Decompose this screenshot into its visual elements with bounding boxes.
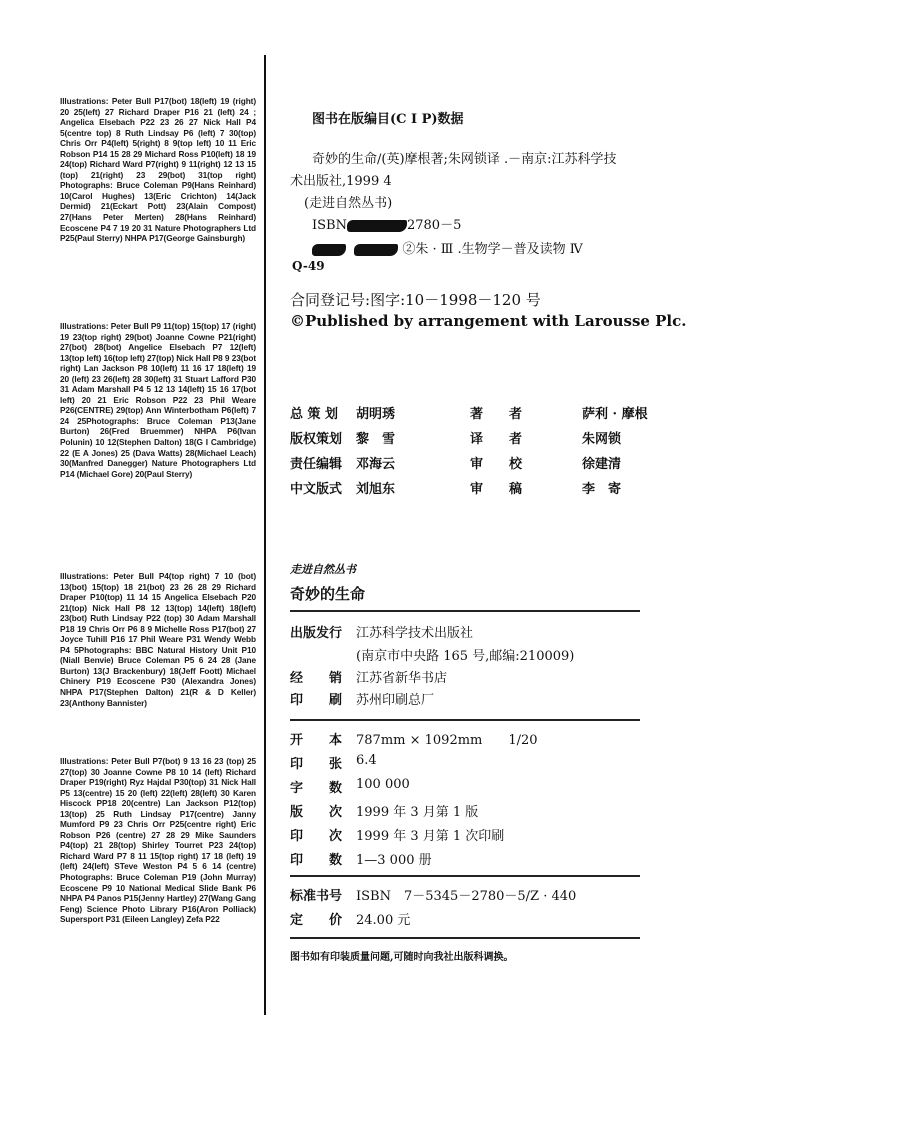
field-label: 印 次: [290, 829, 343, 844]
field-value: 江苏科学技术出版社: [356, 626, 474, 641]
field-label: 印 张: [290, 757, 343, 772]
field-label: 定 价: [290, 913, 343, 928]
field-label: 开 本: [290, 733, 343, 748]
book-series: 走进自然丛书: [290, 563, 356, 576]
staff-name: 刘旭东: [356, 482, 396, 497]
staff-name: 萨利 · 摩根: [582, 407, 648, 422]
staff-name: 黎 雪: [356, 432, 396, 447]
staff-name: 朱网锁: [582, 432, 622, 447]
cip-classification: Q-49: [292, 259, 325, 273]
field-value: 24.00 元: [356, 913, 411, 928]
field-value: 100 000: [356, 777, 410, 792]
field-value: 1999 年 3 月第 1 版: [356, 805, 479, 820]
field-label: 印 刷: [290, 693, 343, 708]
isbn-prefix: ISBN: [312, 218, 347, 233]
field-label: 标准书号: [290, 889, 343, 904]
credits-paragraph: Illustrations: Peter Bull P4(top right) 7 10 (bot) 13(bot) 15(top) 18 21(bot) 23 26 28 29 Richard Draper P10(top) 11 14 15 Angelica Elsebach P20 21(top) Nick Hall P8 12 13(top) 14(left) 18(left) 23(bot) Ruth Lindsay P22 (top) 30 Adam Marshall P18 19 Chris Orr P6 8 9 Michelle Ross P17(bot) 27 Joyce Tuhill P16 17 Phil Weare P31 Wendy Webb P4 5Photographs: BBC Natural History Unit P10 (Niall Benvie) Bruce Coleman P5 6 24 28 (Jane Burton) 13(J Brackenbury) 18(Jeff Foott) Michael Chinery P19 Ecoscene P30 (Alexandra Jones) NHPA P17(Stephen Dalton) 21(R & D Keller) 23(Anthony Bannister): [60, 571, 256, 708]
credits-paragraph: Illustrations: Peter Bull P7(bot) 9 13 16 23 (top) 25 27(top) 30 Joanne Cowne P8 10 14 (left) Richard Draper P19(right) Ryz Hajdal P30(top) 31 Nick Hall P5 13(centre) 15 20 (left) 22(left) 28(left) 30 Karen Hiscock PP18 20(centre) Lan Jackson P12(top) 13(top) 25 Ruth Lindsay P17(centre) Janny Mumford P9 23 Chris Orr P25(centre right) Eric Robson P26 (centre) 27 28 29 Mike Saunders P4(top) 21 28(top) Shirley Tourret P23 24(top) Richard Ward P7 8 11 15(top right) 17 18 (left) 19 (left) 24(left) STeve Weston P4 5 6 14 (centre) Photographs: Bruce Coleman P19 (John Murray) Ecoscene P9 10 National Medical Slide Bank P6 NHPA P4 Panos P15(Jenny Hartley) 27(Wang Gang Feng) Science Photo Library P16(Aron Polliack) Supersport P31 (Eileen Langley) Zefa P22: [60, 756, 256, 925]
staff-role: 审 稿: [470, 482, 523, 497]
field-value: 6.4: [356, 753, 377, 768]
field-value: 苏州印刷总厂: [356, 693, 435, 708]
staff-role: 责任编辑: [290, 457, 343, 472]
staff-role: 审 校: [470, 457, 523, 472]
field-value: 江苏省新华书店: [356, 671, 448, 686]
credits-paragraph: Illustrations: Peter Bull P17(bot) 18(left) 19 (right) 20 25(left) 27 Richard Draper P16 21 (left) 24 ; Angelica Elsebach P22 23 26 27 Nick Hall P4 5(centre top) 8 Ruth Lindsay P6 (left) 7 30(top) Chris Orr P4(left) 5(right) 8 9(top left) 10 11 Eric Robson P14 15 28 29 Michard Ross P10(left) 18 19 24(top) Richard Ward P7(right) 9 11(right) 12 13 15 (top) 21(right) 23 29(bot) 31(top right) Photographs: Bruce Coleman P9(Hans Reinhard) 10(Carol Hughes) 13(Eric Crichton) 14(Jack Dermid) 21(Eckart Pott) 23(Alain Compost) 27(Hans Peter Merten) 28(Hans Reinhard) Ecoscene P4 7 19 20 31 Nature Photographers Ltd P25(Paul Sterry) NHPA P17(George Gainsburgh): [60, 96, 256, 244]
quality-notice: 图书如有印装质量问题,可随时向我社出版科调换。: [290, 952, 514, 963]
staff-role: 中文版式: [290, 482, 343, 497]
field-value: 1999 年 3 月第 1 次印刷: [356, 829, 505, 844]
staff-role: 译 者: [470, 432, 523, 447]
divider: [290, 719, 640, 721]
field-value: 1—3 000 册: [356, 853, 432, 868]
field-value: (南京市中央路 165 号,邮编:210009): [356, 649, 575, 664]
field-label: 版 次: [290, 805, 343, 820]
field-label: 印 数: [290, 853, 343, 868]
cip-heading: 图书在版编目(C I P)数据: [312, 112, 464, 127]
divider: [290, 610, 640, 612]
contract-label: 合同登记号: [290, 291, 366, 309]
cip-series: (走进自然丛书): [304, 196, 393, 211]
staff-role: 总 策 划: [290, 407, 339, 422]
staff-role: 版权策划: [290, 432, 343, 447]
cip-subjects: [312, 238, 583, 257]
staff-name: 胡明琇: [356, 407, 396, 422]
field-label: 出版发行: [290, 626, 343, 641]
credits-paragraph: Illustrations: Peter Bull P9 11(top) 15(top) 17 (right) 19 23(top right) 29(bot) Joanne Cowne P21(right) 27(bot) 28(bot) Angelice Elsebach P7 12(left) 13(top left) 16(top left) 27(top) Nick Hall P8 9 23(bot right) Lan Jackson P8 10(left) 11 16 17 18(left) 19 20 (left) 23 26(left) 28 30(left) 31 Stuart Lafford P30 31 Adam Marshall P4 5 12 13 14(left) 15 16 17(bot left) 20 21 Eric Robson P22 23 Phil Weare P26(CENTRE) 29(top) Ann Winterbotham P6(left) 7 24 25Photographs: Bruce Coleman P13(Jane Burton) 26(Fred Bruemmer) NHPA P6(Ivan Polunin) 10 12(Stephen Dalton) 18(G I Cambridge) 22 (E A Jones) 25 (Dava Watts) 28(Michael Leach) 30(Manfred Danegger) Nature Photographers Ltd P14 (Michael Gore) 20(Paul Sterry): [60, 321, 256, 479]
ink-blot: [312, 244, 346, 256]
field-label: 字 数: [290, 781, 343, 796]
staff-name: 邓海云: [356, 457, 396, 472]
field-value: 787mm × 1092mm 1/20: [356, 733, 538, 748]
book-title: 奇妙的生命: [290, 585, 366, 603]
field-value: ISBN 7－5345－2780－5/Z · 440: [356, 889, 577, 904]
staff-name: 李 寄: [582, 482, 622, 497]
contract-number: 合同登记号:图字:10－1998－120 号: [290, 291, 541, 309]
cip-line: 术出版社,1999 4: [290, 174, 392, 189]
ink-blot: [354, 244, 398, 256]
staff-name: 徐建清: [582, 457, 622, 472]
cip-line: 奇妙的生命/(英)摩根著;朱网锁译 .－南京:江苏科学技: [312, 152, 617, 167]
divider: [290, 937, 640, 939]
cip-isbn: [312, 214, 461, 233]
ink-blot: [347, 220, 407, 232]
copyright-line: ©Published by arrangement with Larousse Plc.: [290, 312, 687, 330]
isbn-tail: 2780－5: [406, 218, 462, 233]
field-label: 经 销: [290, 671, 343, 686]
subjects-text: ②朱 · Ⅲ .生物学－普及读物 Ⅳ: [402, 242, 583, 257]
divider: [290, 875, 640, 877]
column-divider: [264, 55, 266, 1015]
staff-role: 著 者: [470, 407, 523, 422]
contract-value: 图字:10－1998－120 号: [370, 291, 541, 309]
